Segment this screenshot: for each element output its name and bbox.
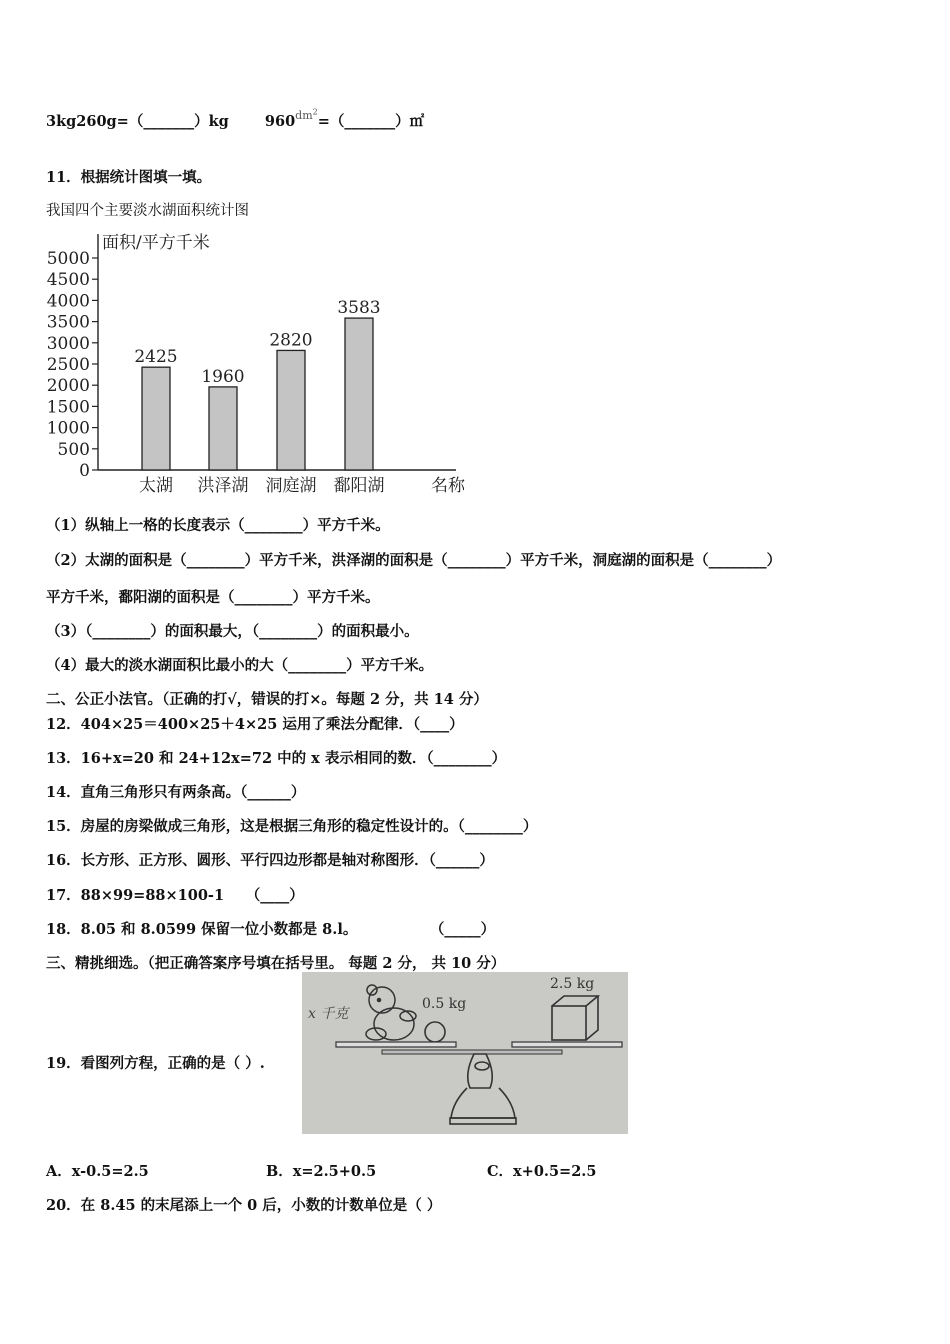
x-tick-label: 洪泽湖 [197,476,249,496]
cube-mass-label: 2.5 kg [550,976,595,992]
y-tick-label: 3000 [46,333,90,354]
y-tick-label: 0 [79,461,90,481]
question-19: 19．看图列方程，正确的是（ ）. [46,1055,265,1072]
y-tick-label: 2000 [46,376,90,397]
bar-value-label: 2425 [134,347,178,368]
right-pan [512,1042,622,1047]
section-2-heading: 二、公正小法官。（正确的打√，错误的打×。每题 2 分，共 14 分） [46,691,488,708]
bar-value-label: 3583 [337,298,381,319]
small-mass-label: 0.5 kg [422,996,467,1012]
question-13: 13．16+x=20 和 24+12x=72 中的 x 表示相同的数．（________） [46,750,507,767]
y-axis-label: 面积/平方千米 [102,233,210,253]
question-20: 20．在 8.45 的末尾添上一个 0 后，小数的计数单位是（ ） [46,1197,442,1214]
area-value: 960 [264,113,296,130]
question-17: 17．88×99=88×100-1 （____） [46,887,304,904]
bar-1 [142,367,170,470]
bar-value-label: 1960 [201,366,245,387]
question-11-stem: 11．根据统计图填一填。 [46,169,212,186]
x-tick-label: 太湖 [139,476,173,496]
mass-conversion-blank: 3kg260g=（_______）kg [46,113,229,130]
bar-4 [345,318,373,470]
question-11-part-2b: 平方千米，鄱阳湖的面积是（________）平方千米。 [46,589,380,606]
unknown-mass-label: x 千克 [308,1006,349,1022]
question-11-part-1: （1）纵轴上一格的长度表示（________）平方千米。 [46,517,390,534]
balance-scale-figure [302,972,628,1134]
question-11-part-2a: （2）太湖的面积是（________）平方千米，洪泽湖的面积是（________）平方千米，洞庭湖的面积是（________） [46,552,782,569]
y-tick-label: 500 [57,439,90,460]
option-a: A．x-0.5=2.5 [46,1163,149,1180]
cube-weight-icon [552,996,598,1040]
question-11-part-4: （4）最大的淡水湖面积比最小的大（________）平方千米。 [46,657,434,674]
x-axis-label: 名称 [431,476,465,496]
bar-3 [277,350,305,470]
x-tick-label: 洞庭湖 [265,476,317,496]
y-tick-label: 4000 [46,291,90,312]
option-c: C．x+0.5=2.5 [487,1163,597,1180]
section-3-heading: 三、精挑细选。（把正确答案序号填在括号里。 每题 2 分， 共 10 分） [46,955,506,972]
y-tick-label: 2500 [46,355,90,375]
y-tick-label: 1500 [46,397,90,418]
left-pan [336,1042,456,1047]
y-tick-label: 1000 [46,418,90,439]
scale-base-icon [450,1054,516,1124]
y-tick-label: 5000 [46,249,90,269]
bar-value-label: 2820 [269,330,313,351]
chart-caption: 我国四个主要淡水湖面积统计图 [46,203,249,219]
lake-area-bar-chart [46,226,476,498]
y-tick-label: 3500 [46,312,90,333]
area-unit: dm2 [295,107,318,122]
unit-conversion-line [46,107,425,131]
bar-2 [209,387,237,470]
option-b: B．x=2.5+0.5 [266,1163,377,1180]
question-11-part-3: （3）（________）的面积最大，（________）的面积最小。 [46,623,419,640]
question-12: 12．404×25＝400×25＋4×25 运用了乘法分配律．（____） [46,716,464,733]
weight-ball-icon [425,1022,445,1042]
question-16: 16．长方形、正方形、圆形、平行四边形都是轴对称图形．（______） [46,852,494,869]
question-15: 15．房屋的房梁做成三角形，这是根据三角形的稳定性设计的。（________） [46,818,538,835]
question-14: 14．直角三角形只有两条高。（______） [46,784,306,801]
scale-beam [382,1050,562,1054]
x-tick-label: 鄱阳湖 [333,476,385,496]
toy-bear-icon [366,985,416,1040]
question-18: 18．8.05 和 8.0599 保留一位小数都是 8.l。 （_____） [46,921,496,938]
y-tick-label: 4500 [46,270,90,291]
area-conversion: $960^{dm^2}=(\_\_\_\_\_\_\_)㎡$ [264,107,425,130]
